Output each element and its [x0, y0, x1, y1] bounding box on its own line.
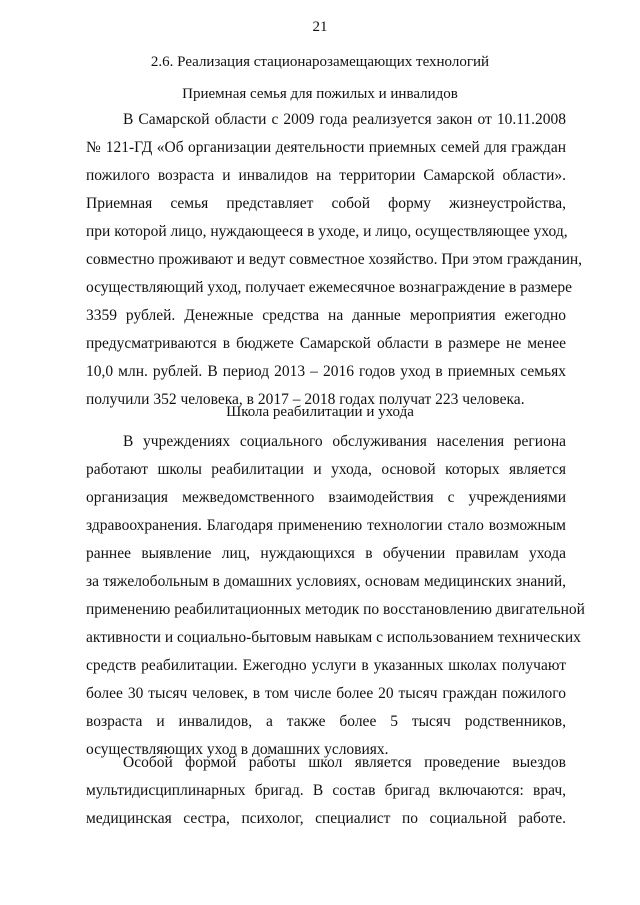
paragraph-line: раннее выявление лиц, нуждающихся в обучении правилам ухода [86, 545, 566, 562]
paragraph-line: более 30 тысяч человек, в том числе более 20 тысяч граждан пожилого [86, 685, 566, 702]
paragraph-line: мультидисциплинарных бригад. В состав бригад включаются: врач, [86, 782, 566, 799]
paragraph-line: медицинская сестра, психолог, специалист по социальной работе. [86, 810, 566, 827]
paragraph-line: пожилого возраста и инвалидов на территории Самарской области». [86, 167, 566, 184]
paragraph-line: 3359 рублей. Денежные средства на данные мероприятия ежегодно [86, 307, 566, 324]
paragraph-line: Приемная семья представляет собой форму жизнеустройства, [86, 195, 566, 212]
paragraph-line: применению реабилитационных методик по восстановлению двигательной [86, 601, 585, 618]
paragraph-mobile-teams [86, 749, 566, 833]
paragraph-line: № 121-ГД «Об организации деятельности приемных семей для граждан [86, 139, 566, 156]
paragraph-line: предусматриваются в бюджете Самарской области в размере не менее [86, 335, 566, 352]
paragraph-line: В Самарской области с 2009 года реализуется закон от 10.11.2008 [123, 111, 566, 128]
paragraph-line: возраста и инвалидов, а также более 5 тысяч родственников, [86, 713, 566, 730]
subsection-title-rehab-school: Школа реабилитации и ухода [226, 404, 414, 420]
subsection-title-foster-family: Приемная семья для пожилых и инвалидов [182, 86, 458, 102]
paragraph-line: Особой формой работы школ является проведение выездов [123, 754, 566, 771]
paragraph-line: за тяжелобольным в домашних условиях, основам медицинских знаний, [86, 573, 566, 590]
paragraph-foster-family [86, 106, 583, 414]
paragraph-line: организация межведомственного взаимодействия с учреждениями [86, 489, 566, 506]
paragraph-line: активности и социально-бытовым навыкам с использованием технических [86, 629, 581, 646]
paragraph-line: работают школы реабилитации и ухода, основой которых является [86, 461, 566, 478]
page-number: 21 [312, 19, 328, 35]
paragraph-line: средств реабилитации. Ежегодно услуги в указанных школах получают [86, 657, 566, 674]
paragraph-line: получили 352 человека, в 2017 – 2018 годах получат 223 человека. [86, 391, 525, 408]
paragraph-line: осуществляющих уход в домашних условиях. [86, 741, 389, 758]
paragraph-line: совместно проживают и ведут совместное хозяйство. При этом гражданин, [86, 251, 583, 268]
paragraph-line: здравоохранения. Благодаря применению технологии стало возможным [86, 517, 566, 534]
paragraph-rehab-school [86, 428, 585, 764]
paragraph-line: 10,0 млн. рублей. В период 2013 – 2016 годов уход в приемных семьях [86, 363, 566, 380]
section-title: 2.6. Реализация стационарозамещающих технологий [150, 54, 490, 70]
paragraph-line: В учреждениях социального обслуживания населения региона [123, 433, 566, 450]
paragraph-line: осуществляющий уход, получает ежемесячное вознаграждение в размере [86, 279, 572, 296]
paragraph-line: при которой лицо, нуждающееся в уходе, и лицо, осуществляющее уход, [86, 223, 568, 240]
